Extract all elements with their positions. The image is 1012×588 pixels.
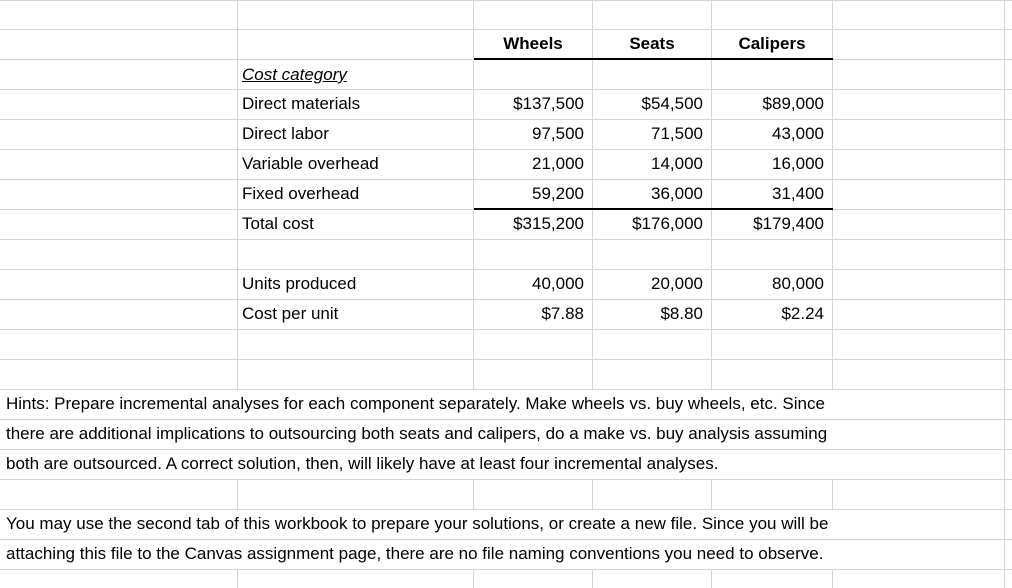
row-label-fixed-overhead[interactable]: Fixed overhead	[242, 184, 360, 203]
cell-wheels-cost-per-unit[interactable]: $7.88	[541, 304, 584, 323]
cell-calipers-units-produced[interactable]: 80,000	[772, 274, 824, 293]
instructions-line-2[interactable]: attaching this file to the Canvas assignment page, there are no file naming conventions you need to observe.	[6, 544, 824, 563]
grid-line	[832, 0, 833, 588]
grid-line	[1004, 0, 1005, 588]
cell-seats-fixed-overhead[interactable]: 36,000	[651, 184, 703, 203]
hints-line-3[interactable]: both are outsourced. A correct solution, then, will likely have at least four incremental analyses.	[6, 454, 719, 473]
cell-seats-cost-per-unit[interactable]: $8.80	[660, 304, 703, 323]
cell-seats-units-produced[interactable]: 20,000	[651, 274, 703, 293]
cell-calipers-direct-labor[interactable]: 43,000	[772, 124, 824, 143]
row-label-cost-per-unit[interactable]: Cost per unit	[242, 304, 339, 323]
cell-wheels-direct-labor[interactable]: 97,500	[532, 124, 584, 143]
header-calipers[interactable]: Calipers	[738, 34, 806, 53]
cell-wheels-total-cost[interactable]: $315,200	[513, 214, 584, 233]
header-wheels[interactable]: Wheels	[503, 34, 563, 53]
row-label-units-produced[interactable]: Units produced	[242, 274, 357, 293]
cell-calipers-total-cost[interactable]: $179,400	[753, 214, 824, 233]
cell-calipers-direct-materials[interactable]: $89,000	[762, 94, 824, 113]
cell-seats-direct-labor[interactable]: 71,500	[651, 124, 703, 143]
grid-line	[0, 569, 1012, 570]
grid-line	[0, 0, 1012, 1]
cell-seats-variable-overhead[interactable]: 14,000	[651, 154, 703, 173]
hints-line-1[interactable]: Hints: Prepare incremental analyses for each component separately. Make wheels vs. buy wheels, etc. Since	[6, 394, 825, 413]
grid-line	[0, 479, 1012, 480]
cell-wheels-variable-overhead[interactable]: 21,000	[532, 154, 584, 173]
cell-seats-direct-materials[interactable]: $54,500	[641, 94, 703, 113]
cell-calipers-fixed-overhead[interactable]: 31,400	[772, 184, 824, 203]
cost-category-label[interactable]	[238, 60, 472, 90]
grid-line	[0, 329, 1012, 330]
cell-seats-total-cost[interactable]: $176,000	[632, 214, 703, 233]
cell-calipers-variable-overhead[interactable]: 16,000	[772, 154, 824, 173]
row-label-total-cost[interactable]: Total cost	[242, 214, 314, 233]
cost-category-text: Cost category	[242, 65, 347, 84]
cell-wheels-fixed-overhead[interactable]: 59,200	[532, 184, 584, 203]
grid-line	[0, 359, 1012, 360]
row-label-variable-overhead[interactable]: Variable overhead	[242, 154, 379, 173]
cell-wheels-direct-materials[interactable]: $137,500	[513, 94, 584, 113]
cell-calipers-cost-per-unit[interactable]: $2.24	[781, 304, 824, 323]
grid-line	[0, 239, 1012, 240]
row-label-direct-labor[interactable]: Direct labor	[242, 124, 329, 143]
hints-line-2[interactable]: there are additional implications to outsourcing both seats and calipers, do a make vs. buy analysis assuming	[6, 424, 828, 443]
instructions-line-1[interactable]: You may use the second tab of this workbook to prepare your solutions, or create a new file. Since you will be	[6, 514, 829, 533]
cell-wheels-units-produced[interactable]: 40,000	[532, 274, 584, 293]
row-label-direct-materials[interactable]: Direct materials	[242, 94, 361, 113]
header-underline	[474, 58, 833, 60]
header-seats[interactable]: Seats	[629, 34, 675, 53]
